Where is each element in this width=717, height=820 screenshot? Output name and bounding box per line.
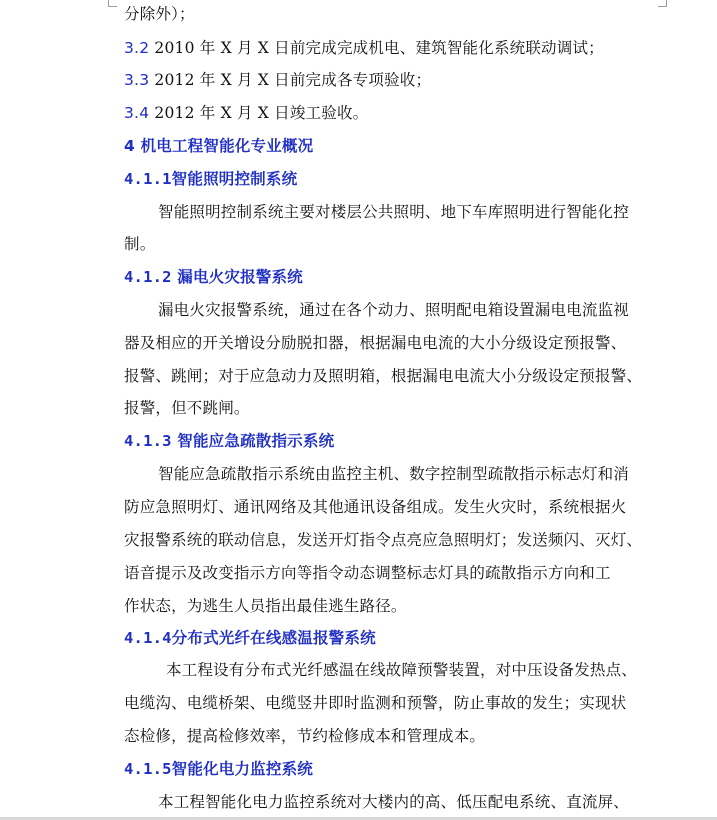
- paragraph-line: 漏电火灾报警系统，通过在各个动力、照明配电箱设置漏电电流监视: [158, 301, 630, 319]
- heading-title: 漏电火灾报警系统: [171, 268, 303, 286]
- section-4-1-2-heading: [124, 267, 303, 287]
- section-4-heading: 4 机电工程智能化专业概况: [124, 137, 314, 155]
- heading-title: 智能照明控制系统: [171, 170, 298, 188]
- item-text: 2012 年 X 月 X 日竣工验收。: [149, 104, 369, 122]
- paragraph-line: 报警，但不跳闸。: [124, 399, 250, 417]
- section-4-1-4-heading: [124, 628, 376, 648]
- paragraph-line: 灾报警系统的联动信息，发送开灯指令点亮应急照明灯；发送频闪、灭灯、: [124, 531, 643, 549]
- text-line: 分除外）；: [124, 5, 195, 23]
- paragraph-line: 报警、跳闸；对于应急动力及照明箱，根据漏电电流大小分级设定预报警、: [124, 367, 643, 385]
- paragraph-line: 本工程设有分布式光纤感温在线故障预警装置，对中压设备发热点、: [166, 661, 638, 679]
- paragraph-line: 本工程智能化电力监控系统对大楼内的高、低压配电系统、直流屏、: [158, 793, 630, 811]
- paragraph-line: 器及相应的开关增设分励脱扣器，根据漏电电流的大小分级设定预报警、: [124, 334, 627, 352]
- paragraph-line: 电缆沟、电缆桥架、电缆竖井即时监测和预警，防止事故的发生；实现状: [124, 694, 627, 712]
- schedule-item-3-3: [124, 70, 431, 90]
- paragraph-line: 制。: [124, 235, 156, 253]
- schedule-item-3-2: [124, 38, 604, 58]
- paragraph-line: 智能照明控制系统主要对楼层公共照明、地下车库照明进行智能化控: [158, 203, 630, 221]
- schedule-item-3-4: [124, 103, 368, 123]
- heading-title: 智能化电力监控系统: [171, 760, 313, 778]
- heading-number: 4.1.5: [124, 760, 172, 778]
- section-4-1-1-heading: [124, 169, 297, 189]
- item-number: 3.4: [124, 104, 150, 122]
- item-text: 2010 年 X 月 X 日前完成完成机电、建筑智能化系统联动调试；: [149, 39, 604, 57]
- item-number: 3.2: [124, 39, 150, 57]
- heading-title: 分布式光纤在线感温报警系统: [171, 629, 376, 647]
- heading-number: 4.1.1: [124, 170, 172, 188]
- paragraph-line: 智能应急疏散指示系统由监控主机、数字控制型疏散指示标志灯和消: [158, 465, 630, 483]
- paragraph-line: 态检修，提高检修效率，节约检修成本和管理成本。: [124, 727, 486, 745]
- item-number: 3.3: [124, 71, 150, 89]
- heading-number: 4.1.3: [124, 432, 172, 450]
- heading-number: 4.1.4: [124, 629, 172, 647]
- item-text: 2012 年 X 月 X 日前完成各专项验收；: [149, 71, 432, 89]
- heading-title: 智能应急疏散指示系统: [171, 432, 335, 450]
- section-4-1-5-heading: [124, 759, 313, 779]
- right-margin-corner-mark: [658, 0, 667, 7]
- paragraph-line: 作状态，为逃生人员指出最佳逃生路径。: [124, 597, 407, 615]
- heading-number: 4.1.2: [124, 268, 172, 286]
- left-margin-corner-mark: [108, 0, 117, 7]
- paragraph-line: 防应急照明灯、通讯网络及其他通讯设备组成。发生火灾时，系统根据火: [124, 498, 627, 516]
- section-4-1-3-heading: [124, 431, 334, 451]
- paragraph-line: 语音提示及改变指示方向等指令动态调整标志灯具的疏散指示方向和工: [124, 564, 611, 582]
